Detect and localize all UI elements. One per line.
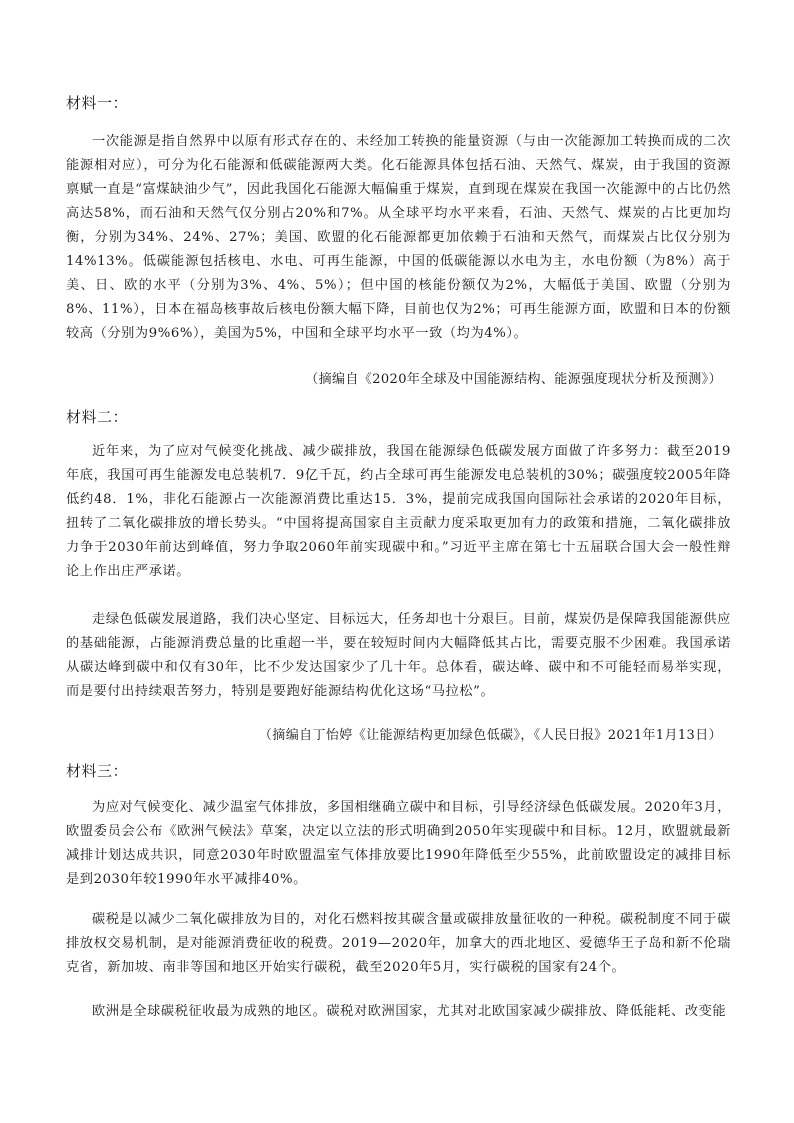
material-3-paragraph-2: 碳税是以减少二氧化碳排放为目的，对化石燃料按其碳含量或碳排放量征收的一种税。碳税制度不同于碳排放权交易机制，是对能源消费征收的税费。2019—2020年，加拿大的西北地区、爱德华王子岛和新不伦瑞克省，新加坡、南非等国和地区开始实行碳税，截至2020年5月，实行碳税的国家有24个。 bbox=[66, 912, 731, 975]
material-3-paragraph-1: 为应对气候变化、减少温室气体排放，多国相继确立碳中和目标，引导经济绿色低碳发展。2020年3月，欧盟委员会公布《欧洲气候法》草案，决定以立法的形式明确到2050年实现碳中和目标。12月，欧盟就最新减排计划达成共识，同意2030年时欧盟温室气体排放要比1990年降低至少55%，此前欧盟设定的减排目标是到2030年较1990年水平减排40%。 bbox=[66, 800, 731, 887]
material-2-paragraph-1: 近年来，为了应对气候变化挑战、减少碳排放，我国在能源绿色低碳发展方面做了许多努力：截至2019年底，我国可再生能源发电总装机7．9亿千瓦，约占全球可再生能源发电总装机的30%；碳强度较2005年降低约48．1%，非化石能源占一次能源消费比重达15．3%，提前完成我国向国际社会承诺的2020年目标，扭转了二氧化碳排放的增长势头。“中国将提高国家自主贡献力度采取更加有力的政策和措施，二氧化碳排放力争于2030年前达到峰值，努力争取2060年前实现碳中和。”习近平主席在第七十五届联合国大会一般性辩论上作出庄严承诺。 bbox=[66, 444, 731, 579]
material-1-source: （摘编自《2020年全球及中国能源结构、能源强度现状分析及预测》） bbox=[305, 372, 722, 387]
material-2-heading: 材料二： bbox=[66, 408, 129, 426]
material-2-paragraph-2: 走绿色低碳发展道路，我们决心坚定、目标远大，任务却也十分艰巨。目前，煤炭仍是保障我国能源供应的基础能源，占能源消费总量的比重超一半，要在较短时间内大幅降低其占比，需要克服不少困难。我国承诺从碳达峰到碳中和仅有30年，比不少发达国家少了几十年。总体看，碳达峰、碳中和不可能轻而易举实现，而是要付出持续艰苦努力，特别是要跑好能源结构优化这场“马拉松”。 bbox=[66, 612, 731, 699]
material-1-heading: 材料一： bbox=[66, 94, 129, 112]
material-3-paragraph-3: 欧洲是全球碳税征收最为成熟的地区。碳税对欧洲国家，尤其对北欧国家减少碳排放、降低能耗、改变能 bbox=[92, 1004, 727, 1019]
material-2-source: （摘编自丁怡婷《让能源结构更加绿色低碳》，《人民日报》2021年1月13日） bbox=[258, 728, 722, 743]
material-3-heading: 材料三： bbox=[66, 762, 129, 780]
material-1-paragraph: 一次能源是指自然界中以原有形式存在的、未经加工转换的能量资源（与由一次能源加工转换而成的二次能源相对应），可分为化石能源和低碳能源两大类。化石能源具体包括石油、天然气、煤炭，由于我国的资源禀赋一直是“富煤缺油少气”，因此我国化石能源大幅偏重于煤炭，直到现在煤炭在我国一次能源中的占比仍然高达58%，而石油和天然气仅分别占20%和7%。从全球平均水平来看，石油、天然气、煤炭的占比更加均衡，分别为34%、24%、27%；美国、欧盟的化石能源都更加依赖于石油和天然气，而煤炭占比仅分别为14%13%。低碳能源包括核电、水电、可再生能源，中国的低碳能源以水电为主，水电份额（为8%）高于美、日、欧的水平（分别为3%、4%、5%）；但中国的核能份额仅为2%，大幅低于美国、欧盟（分别为8%、11%），日本在福岛核事故后核电份额大幅下降，目前也仅为2%；可再生能源方面，欧盟和日本的份额较高（分别为9%6%），美国为5%，中国和全球平均水平一致（均为4%）。 bbox=[66, 134, 731, 341]
